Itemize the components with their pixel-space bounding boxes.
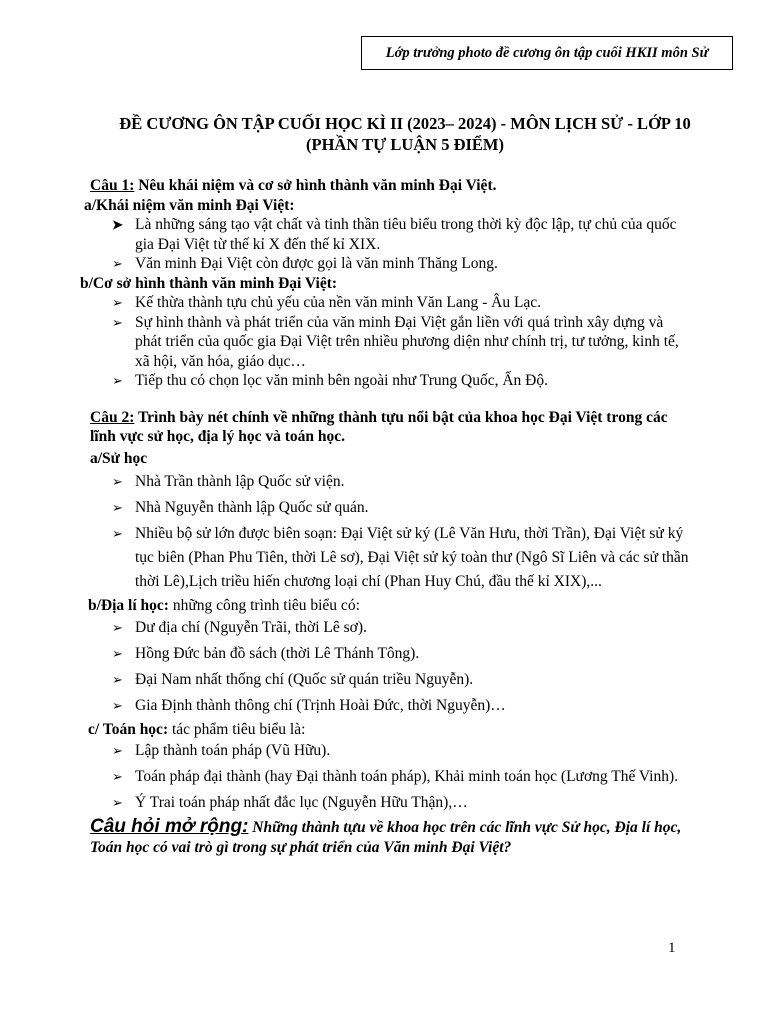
q2-section-c (88, 720, 690, 740)
page-number: 1 (668, 940, 676, 956)
list-item: ➢ Nhà Trần thành lập Quốc sử viện. (90, 470, 690, 494)
title-line-2: (PHẦN TỰ LUẬN 5 ĐIỂM) (306, 135, 504, 154)
question-1 (90, 176, 690, 196)
list-item: ➢ Tiếp thu có chọn lọc văn minh bên ngoài như Trung Quốc, Ấn Độ. (112, 372, 548, 389)
page-title (60, 113, 750, 155)
arrow-bullet-icon: ➢ (112, 697, 123, 713)
header-note-box (361, 36, 733, 70)
extended-question-text: Những thành tựu về khoa học trên các lĩnh vực Sử học, Địa lí học, Toán học có vai trò gì trong sự phát triển của Văn minh Đại Việt? (90, 819, 682, 856)
arrow-bullet-icon: ➢ (112, 500, 123, 515)
list-item: ➢ Dư địa chí (Nguyễn Trãi, thời Lê sơ). (90, 616, 690, 640)
list-item: ➢ Đại Nam nhất thống chí (Quốc sử quán triều Nguyễn). (90, 668, 690, 692)
arrow-bullet-icon: ➢ (112, 743, 123, 758)
q1-section-a-label: a/Khái niệm văn minh Đại Việt: (84, 196, 295, 214)
arrow-bullet-icon: ➢ (112, 526, 123, 541)
arrow-bullet-icon: ➢ (112, 671, 123, 687)
content (80, 176, 690, 858)
list-item: ➢ Nhà Nguyễn thành lập Quốc sử quán. (90, 496, 690, 520)
arrow-bullet-icon: ➤ (112, 217, 123, 232)
q2-section-a-label: a/Sử học (90, 449, 148, 467)
q2-section-c-text: tác phẩm tiêu biểu là: (168, 720, 306, 738)
arrow-bullet-icon: ➢ (112, 314, 123, 330)
q2-section-b-list (90, 616, 690, 718)
title-line-1: ĐỀ CƯƠNG ÔN TẬP CUỐI HỌC KÌ II (2023– 2024) - MÔN LỊCH SỬ - LỚP 10 (119, 114, 691, 133)
q1-section-b-label: b/Cơ sở hình thành văn minh Đại Việt: (80, 274, 338, 292)
question-2-text: Trình bày nét chính về những thành tựu nổi bật của khoa học Đại Việt trong các lĩnh vực sử học, địa lý học và toán học. (90, 408, 668, 445)
q2-section-b (88, 596, 690, 616)
arrow-bullet-icon: ➢ (112, 645, 123, 661)
list-item: ➢ Nhiều bộ sử lớn được biên soạn: Đại Việt sử ký (Lê Văn Hưu, thời Trần), Đại Việt sử ký tục biên (Phan Phu Tiên, thời Lê sơ), Đại Việt sử ký toàn thư (Ngô Sĩ Liên và các sử thần thời Lê),Lịch triều hiến chương loại chí (Phan Huy Chú, đầu thế kỉ XIX),... (90, 522, 690, 594)
arrow-bullet-icon: ➢ (112, 795, 123, 810)
arrow-bullet-icon: ➢ (112, 295, 123, 310)
question-1-text: Nêu khái niệm và cơ sở hình thành văn minh Đại Việt. (134, 177, 497, 194)
q2-section-c-list (90, 739, 690, 815)
list-item: ➢ Kế thừa thành tựu chủ yếu của nền văn minh Văn Lang - Âu Lạc. (112, 294, 542, 311)
list-item: ➢ Ý Trai toán pháp nhất đắc lục (Nguyễn Hữu Thận),… (90, 791, 690, 815)
q2-section-c-label: c/ Toán học: (88, 720, 169, 738)
q1-section-b-list (90, 293, 690, 391)
question-1-number: Câu 1: (90, 177, 135, 194)
arrow-bullet-icon: ➢ (112, 769, 123, 784)
arrow-bullet-icon: ➢ (112, 373, 123, 388)
q2-section-a-list (90, 470, 690, 594)
list-item: ➢ Lập thành toán pháp (Vũ Hữu). (90, 739, 690, 763)
question-2 (90, 408, 690, 447)
question-2-number: Câu 2: (90, 408, 135, 426)
q2-section-b-text: những công trình tiêu biểu có: (168, 597, 360, 614)
list-item: ➢ Toán pháp đại thành (hay Đại thành toán pháp), Khải minh toán học (Lương Thế Vinh). (90, 765, 690, 789)
arrow-bullet-icon: ➢ (112, 619, 123, 635)
list-item: ➢ Hồng Đức bản đồ sách (thời Lê Thánh Tông). (90, 642, 690, 666)
header-note: Lớp trưởng photo đề cương ôn tập cuối HKII môn Sử (385, 44, 709, 61)
arrow-bullet-icon: ➢ (112, 474, 123, 489)
extended-question (90, 817, 690, 858)
q2-section-b-label: b/Địa lí học: (88, 597, 169, 614)
extended-question-label: Câu hỏi mở rộng: (90, 816, 249, 837)
list-item: ➢ Sự hình thành và phát triển của văn minh Đại Việt gắn liền với quá trình xây dựng và phát triển của quốc gia Đại Việt trên nhiều phương diện như chính trị, tư tưởng, kinh tế, xã hội, văn hóa, giáo dục… (112, 313, 679, 370)
q1-section-a-list (90, 215, 690, 274)
list-item: ➢ Văn minh Đại Việt còn được gọi là văn minh Thăng Long. (112, 255, 498, 272)
list-item: ➢ Gia Định thành thông chí (Trịnh Hoài Đức, thời Nguyễn)… (90, 694, 690, 718)
arrow-bullet-icon: ➢ (112, 256, 123, 271)
list-item: ➤ Là những sáng tạo vật chất và tinh thần tiêu biểu trong thời kỳ độc lập, tự chủ của quốc gia Đại Việt từ thế kỉ X đến thế kỉ XIX. (112, 216, 677, 253)
